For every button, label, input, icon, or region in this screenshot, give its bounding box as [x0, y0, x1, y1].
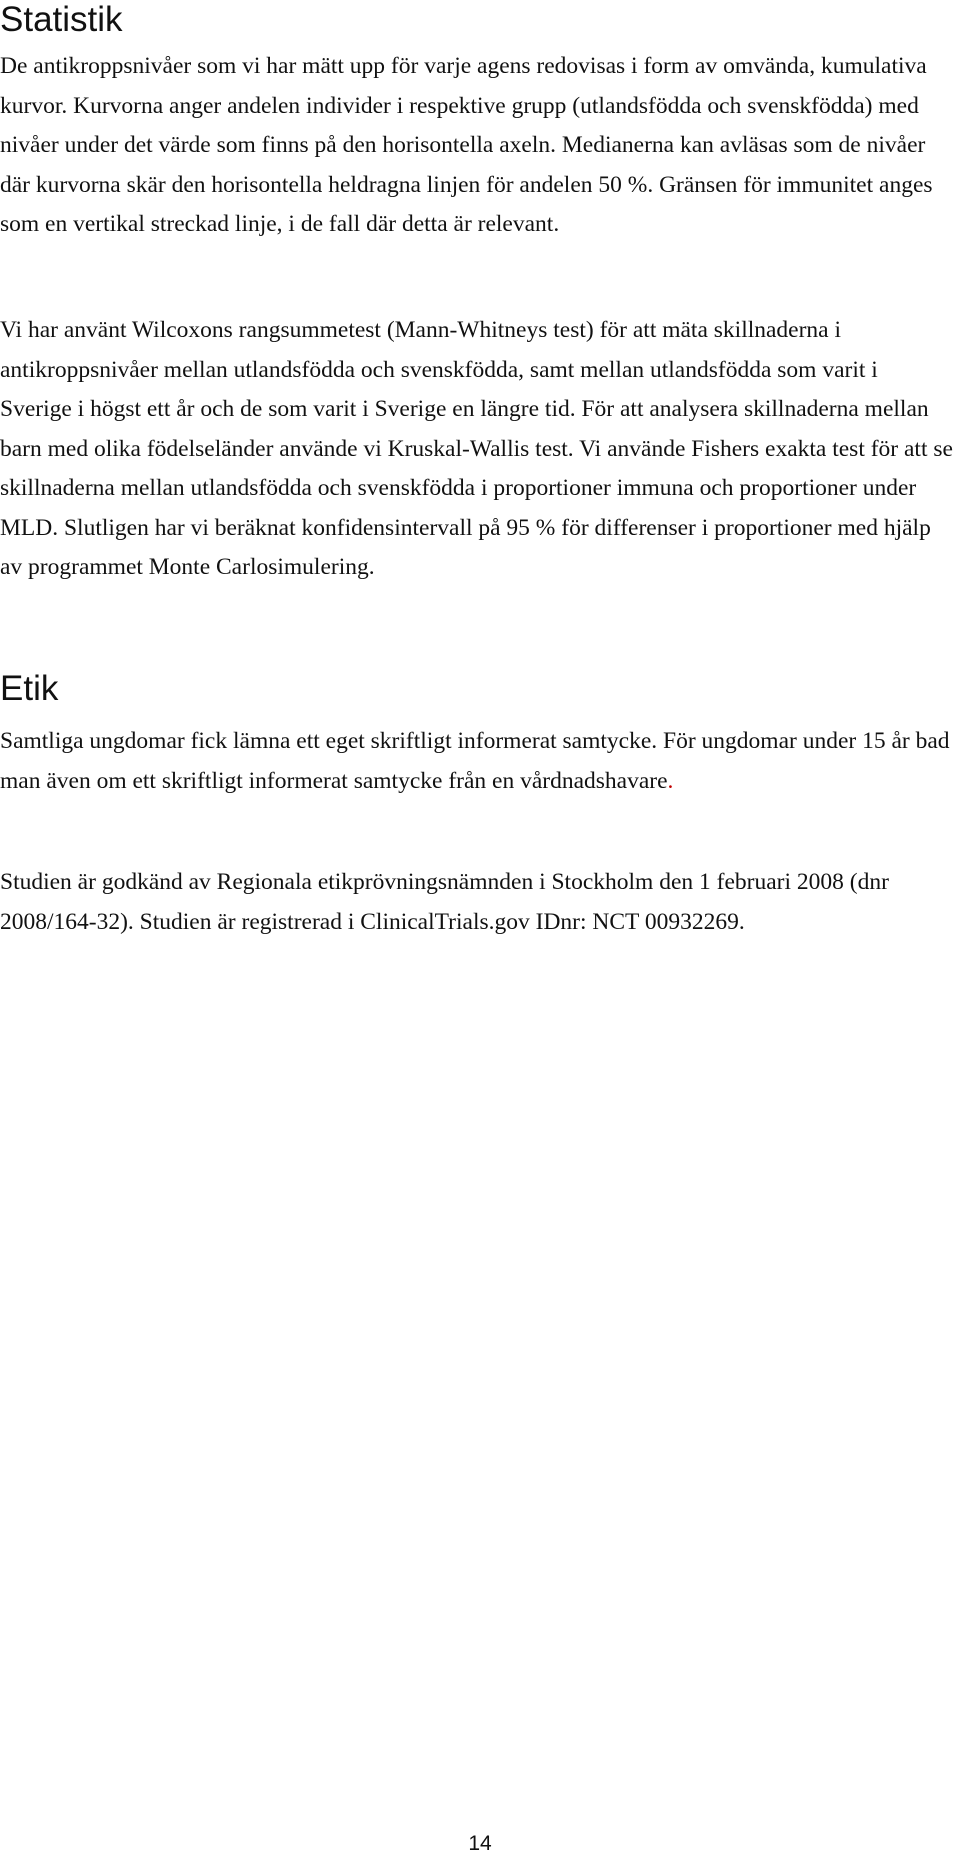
statistik-paragraph-1-block [0, 47, 955, 245]
etik-paragraph-2: Studien är godkänd av Regionala etikprövningsnämnden i Stockholm den 1 februari 2008 (dnr 2008/164-32). Studien är registrerad i ClinicalTrials.gov IDnr: NCT 00932269. [0, 869, 889, 935]
statistik-paragraph-2: Vi har använt Wilcoxons rangsummetest (Mann-Whitneys test) för att mäta skillnaderna i antikroppsnivåer mellan utlandsfödda och svenskfödda, samt mellan utlandsfödda som varit i Sverige i högst ett år och de som varit i Sverige en längre tid. För att analysera skillnaderna mellan barn med olika födelseländer använde vi Kruskal-Wallis test. Vi använde Fishers exakta test för att se skillnaderna mellan utlandsfödda och svenskfödda i proportioner immuna och proportioner under MLD. Slutligen har vi beräknat konfidensintervall på 95 % för differenser i proportioner med hjälp av programmet Monte Carlosimulering. [0, 317, 953, 580]
etik-paragraph-1-text: Samtliga ungdomar fick lämna ett eget skriftligt informerat samtycke. För ungdomar under 15 år bad man även om ett skriftligt informerat samtycke från en vårdnadshavare [0, 728, 950, 794]
statistik-paragraph-2-block [0, 311, 955, 588]
section-heading-statistik: Statistik [0, 0, 123, 39]
section-statistik [0, 0, 955, 40]
etik-paragraph-1 [0, 722, 955, 801]
section-heading-etik: Etik [0, 669, 59, 708]
section-etik [0, 669, 955, 709]
statistik-paragraph-1: De antikroppsnivåer som vi har mätt upp för varje agens redovisas i form av omvända, kumulativa kurvor. Kurvorna anger andelen individer i respektive grupp (utlandsfödda och svenskfödda) med nivåer under det värde som finns på den horisontella axeln. Medianerna kan avläsas som de nivåer där kurvorna skär den horisontella heldragna linjen för andelen 50 %. Gränsen för immunitet anges som en vertikal streckad linje, i de fall där detta är relevant. [0, 53, 933, 237]
etik-paragraph-1-period: . [667, 767, 674, 794]
etik-paragraph-1-block [0, 722, 955, 801]
etik-paragraph-2-block [0, 863, 955, 942]
page-number: 14 [468, 1832, 492, 1855]
